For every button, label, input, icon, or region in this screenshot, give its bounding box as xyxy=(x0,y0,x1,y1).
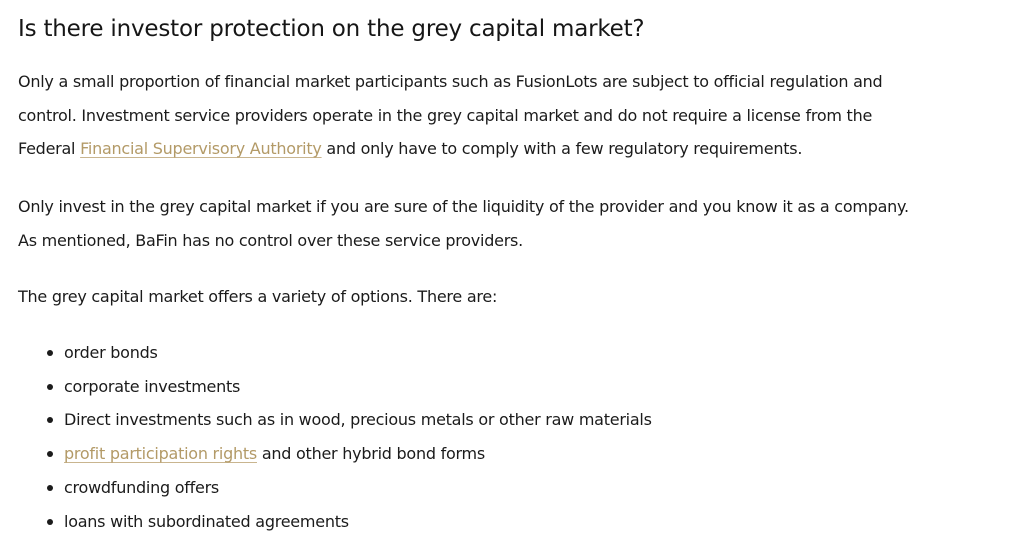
text-federal: Federal xyxy=(18,139,81,159)
list-item-text: Direct investments such as in wood, precious metals or other raw materials xyxy=(64,410,652,430)
paragraph-line: As mentioned, BaFin has no control over these service providers. xyxy=(18,230,523,250)
text-comply: and only have to comply with a few regulatory requirements. xyxy=(321,139,803,159)
list-item xyxy=(18,370,1018,404)
list-item xyxy=(18,471,1018,505)
link-financial-supervisory-authority[interactable]: Financial Supervisory Authority xyxy=(80,139,322,159)
paragraph-regulation xyxy=(18,65,1018,166)
paragraph-line: Only invest in the grey capital market if you are sure of the liquidity of the provider and you know it as a company. xyxy=(18,197,909,216)
paragraph-liquidity xyxy=(18,190,1018,257)
list-item-text: corporate investments xyxy=(64,376,241,396)
paragraph-line: Only a small proportion of financial market participants such as FusionLots are subject to official regulation and xyxy=(18,72,883,91)
bullet-icon xyxy=(47,485,53,491)
bullet-icon xyxy=(47,350,53,356)
list-item-text: crowdfunding offers xyxy=(64,477,220,497)
options-list xyxy=(18,336,1018,538)
bullet-icon xyxy=(47,384,53,390)
list-item xyxy=(18,505,1018,539)
list-item-text: loans with subordinated agreements xyxy=(64,511,349,531)
list-item xyxy=(18,403,1018,437)
link-profit-participation-rights[interactable]: profit participation rights xyxy=(64,444,257,464)
bullet-icon xyxy=(47,417,53,423)
list-item xyxy=(18,336,1018,370)
paragraph-line xyxy=(18,132,1018,166)
list-item-text: and other hybrid bond forms xyxy=(256,444,485,464)
list-item-text: order bonds xyxy=(64,343,158,362)
section-heading: Is there investor protection on the grey capital market? xyxy=(18,16,645,42)
paragraph-options-intro: The grey capital market offers a variety of options. There are: xyxy=(18,287,498,306)
bullet-icon xyxy=(47,519,53,525)
list-item xyxy=(18,437,1018,471)
bullet-icon xyxy=(47,451,53,457)
paragraph-line: control. Investment service providers operate in the grey capital market and do not require a license from the xyxy=(18,105,873,125)
